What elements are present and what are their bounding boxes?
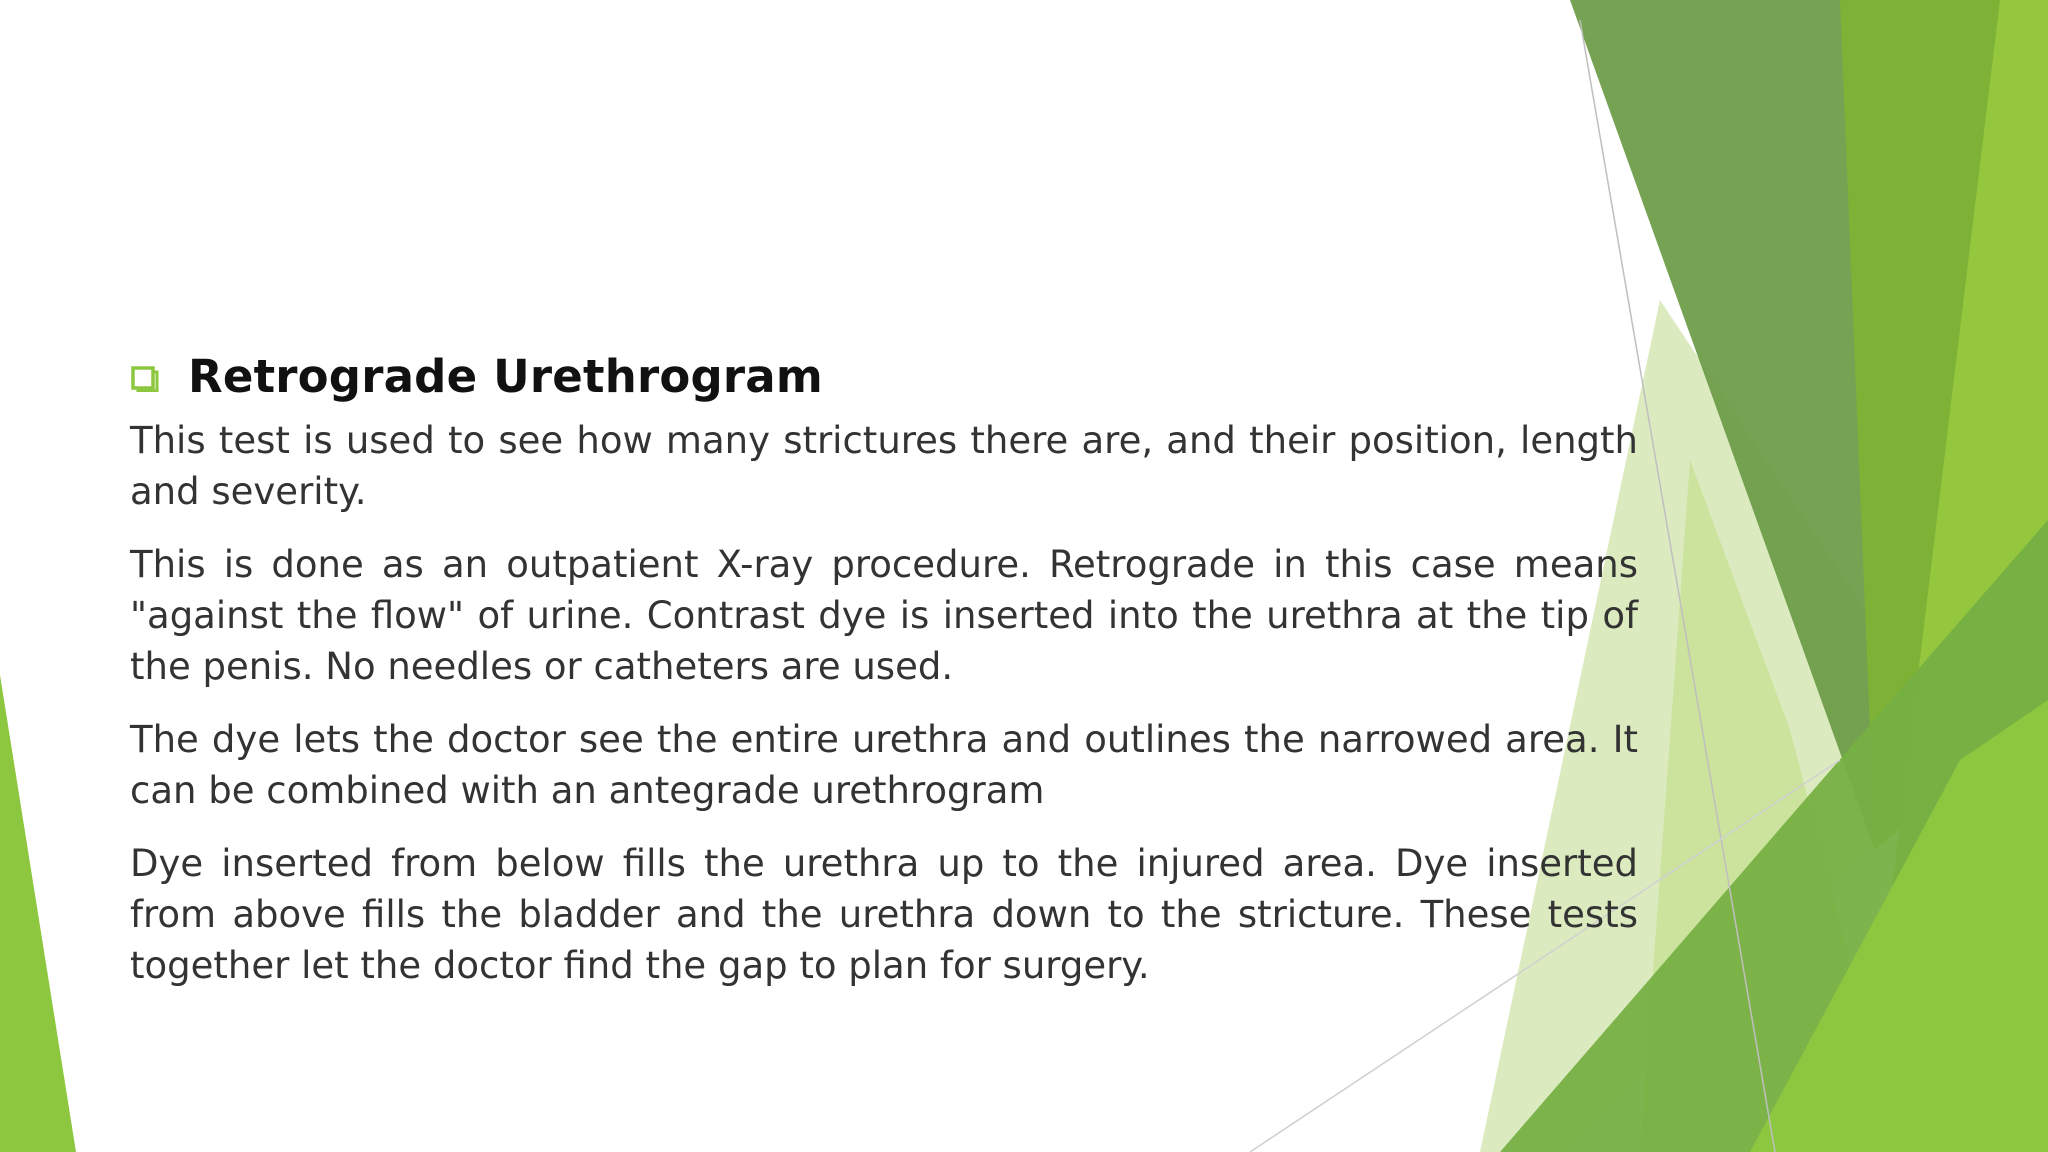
hollow-square-bullet-icon <box>130 362 160 392</box>
paragraph-dye-outline: The dye lets the doctor see the entire urethra and outlines the narrowed area. It can be combined with an antegrade urethrogram <box>130 718 1638 812</box>
slide-heading: Retrograde Urethrogram <box>188 350 823 403</box>
paragraph-strictures: This test is used to see how many strictures there are, and their position, length and severity. <box>130 419 1638 513</box>
heading-row <box>130 350 1638 403</box>
left-green-triangle <box>0 675 76 1152</box>
paragraph-procedure: This is done as an outpatient X-ray procedure. Retrograde in this case means "against the flow" of urine. Contrast dye is inserted into the urethra at the tip of the penis. No needles or catheters are used. <box>130 543 1638 688</box>
slide-content <box>130 350 1638 1013</box>
paragraph-dye-fill: Dye inserted from below fills the urethra up to the injured area. Dye inserted from above fills the bladder and the urethra down to the stricture. These tests together let the doctor find the gap to plan for surgery. <box>130 842 1638 987</box>
